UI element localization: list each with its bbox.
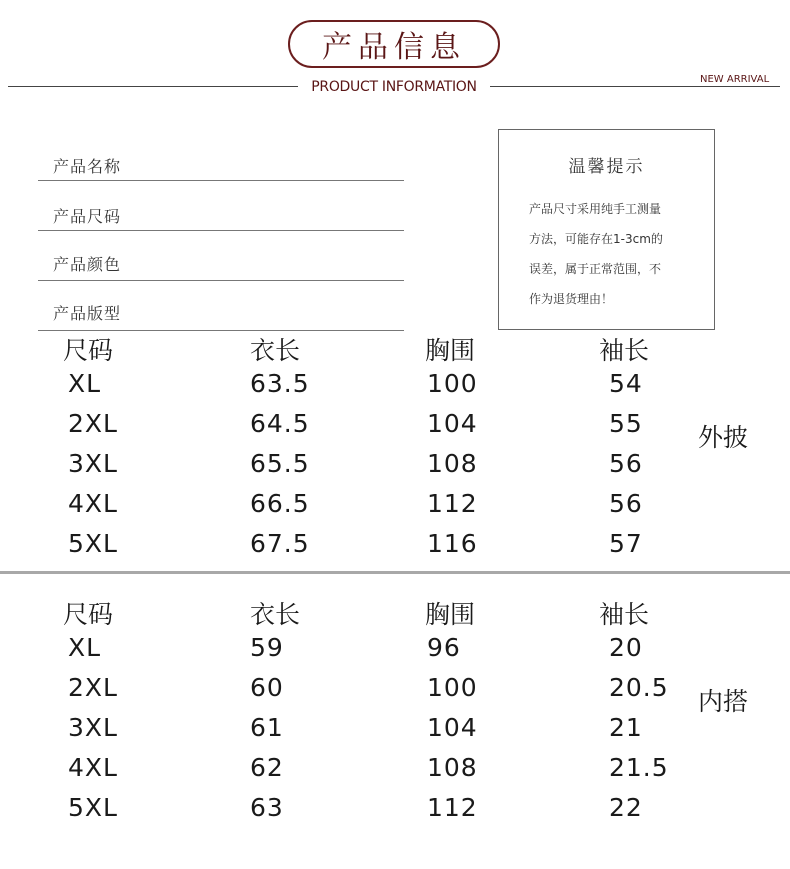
table-cell: 112 (427, 793, 478, 822)
notice-line: 作为退货理由！ (529, 292, 614, 306)
table-cell: 67.5 (250, 529, 310, 558)
table-cell: 61 (250, 713, 284, 742)
table-cell: 3XL (68, 713, 118, 742)
table-cell: 21.5 (609, 753, 669, 782)
table-cell: 56 (609, 449, 643, 478)
table-cell: 64.5 (250, 409, 310, 438)
table-cell: 54 (609, 369, 643, 398)
table-cell: 21 (609, 713, 643, 742)
table-cell: 100 (427, 369, 478, 398)
table-cell: 4XL (68, 753, 118, 782)
table-cell: 22 (609, 793, 643, 822)
new-arrival-tag: NEW ARRIVAL (700, 74, 770, 85)
table-cell: 63 (250, 793, 284, 822)
column-header-chest: 胸围 (425, 600, 476, 629)
table-cell: 104 (427, 713, 478, 742)
notice-line: 误差，属于正常范围，不 (529, 262, 662, 276)
table-cell: 104 (427, 409, 478, 438)
table-cell: 56 (609, 489, 643, 518)
table-cell: 5XL (68, 793, 118, 822)
page-subtitle: PRODUCT INFORMATION (311, 79, 477, 95)
table-cell: 3XL (68, 449, 118, 478)
table-cell: 96 (427, 633, 461, 662)
table-cell: 108 (427, 449, 478, 478)
field-product-size: 产品尺码 (53, 207, 122, 226)
notice-box (498, 129, 715, 330)
field-divider (38, 280, 404, 281)
column-header-chest: 胸围 (425, 336, 476, 365)
table-cell: 66.5 (250, 489, 310, 518)
column-header-length: 衣长 (250, 600, 301, 629)
table-cell: 112 (427, 489, 478, 518)
table-cell: 55 (609, 409, 643, 438)
table-cell: 65.5 (250, 449, 310, 478)
garment-label-outer: 外披 (698, 423, 749, 452)
field-divider (38, 330, 404, 331)
table-cell: 4XL (68, 489, 118, 518)
table-cell: 5XL (68, 529, 118, 558)
column-header-sleeve: 袖长 (599, 600, 650, 629)
table-cell: 63.5 (250, 369, 310, 398)
field-product-fit: 产品版型 (53, 304, 122, 323)
table-cell: 108 (427, 753, 478, 782)
column-header-size: 尺码 (63, 336, 114, 365)
notice-line: 产品尺寸采用纯手工测量 (529, 202, 662, 216)
table-cell: 116 (427, 529, 478, 558)
table-cell: 100 (427, 673, 478, 702)
field-product-color: 产品颜色 (53, 255, 122, 274)
table-cell: 62 (250, 753, 284, 782)
table-cell: 2XL (68, 673, 118, 702)
table-cell: 59 (250, 633, 284, 662)
garment-label-inner: 内搭 (698, 687, 749, 716)
table-cell: 57 (609, 529, 643, 558)
table-cell: XL (68, 633, 102, 662)
notice-line: 方法，可能存在1-3cm的 (529, 232, 663, 246)
column-header-length: 衣长 (250, 336, 301, 365)
table-cell: XL (68, 369, 102, 398)
notice-body (529, 194, 699, 314)
notice-title: 温馨提示 (568, 157, 645, 177)
field-divider (38, 230, 404, 231)
table-cell: 20.5 (609, 673, 669, 702)
section-divider (0, 571, 790, 574)
table-cell: 2XL (68, 409, 118, 438)
field-divider (38, 180, 404, 181)
column-header-size: 尺码 (63, 600, 114, 629)
table-cell: 20 (609, 633, 643, 662)
field-product-name: 产品名称 (53, 157, 122, 176)
page-title: 产品信息 (288, 20, 500, 68)
column-header-sleeve: 袖长 (599, 336, 650, 365)
table-cell: 60 (250, 673, 284, 702)
header-rule-left (8, 86, 298, 87)
header-rule-right (490, 86, 780, 87)
